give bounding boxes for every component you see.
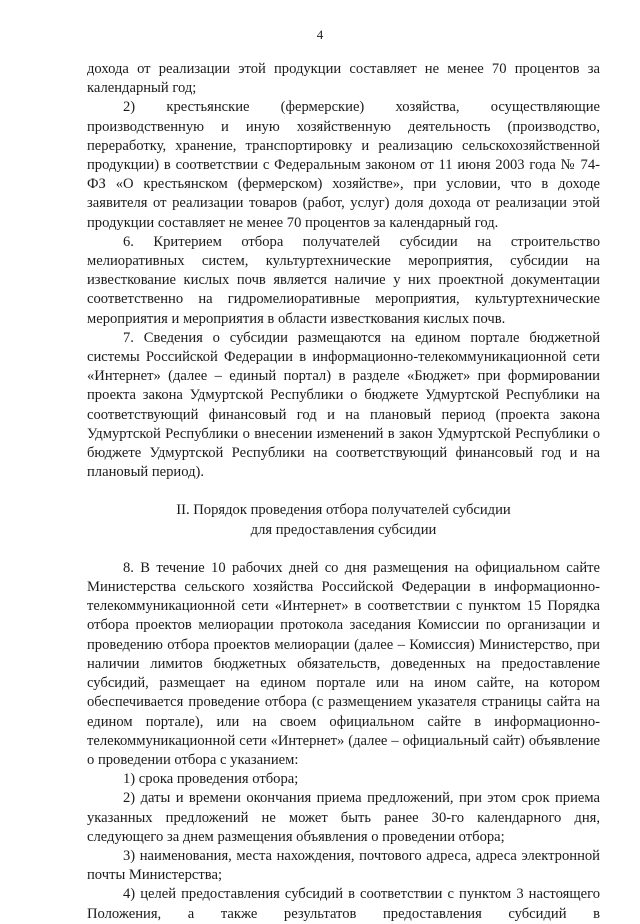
list-item: 3) наименования, места нахождения, почтового адреса, адреса электронной почты Министерства; — [87, 847, 600, 884]
section-heading-line: II. Порядок проведения отбора получателей субсидии — [176, 502, 511, 519]
paragraph: 6. Критерием отбора получателей субсидии на строительство мелиоративных систем, культуртехнические мероприятия, субсидии на известкование кислых почв является наличие у них проектной документации соответственно на гидромелиоративные мероприятия, культуртехнические мероприятия и мероприятия в области известкования кислых почв. — [87, 233, 600, 327]
list-item: 1) срока проведения отбора; — [123, 771, 299, 788]
paragraph: 7. Сведения о субсидии размещаются на едином портале бюджетной системы Российской Федерации в информационно-телекоммуникационной сети «Интернет» (далее – единый портал) в разделе «Бюджет» при формировании проекта закона Удмуртской Республики о бюджете Удмуртской Республики на соответствующий финансовый год и на плановый период (проекта закона Удмуртской Республики о внесении изменений в закон Удмуртской Республики о бюджете Удмуртской Республики на соответствующий финансовый год и на плановый период). — [87, 329, 600, 481]
section-heading — [87, 501, 600, 539]
document-body — [87, 60, 600, 924]
list-item: 4) целей предоставления субсидий в соответствии с пунктом 3 настоящего Положения, а также результатов предоставления субсидий в — [87, 886, 600, 922]
list-item: 2) даты и времени окончания приема предложений, при этом срок приема указанных предложений не может быть ранее 30-го календарного дня, следующего за днем размещения объявления о проведении отбора; — [87, 790, 600, 845]
section-heading-line: для предоставления субсидии — [250, 521, 437, 538]
paragraph: 8. В течение 10 рабочих дней со дня размещения на официальном сайте Министерства сельского хозяйства Российской Федерации в информационно-телекоммуникационной сети «Интернет» в соответствии с пунктом 15 Порядка отбора проектов мелиорации протокола заседания Комиссии по организации и проведению отбора проектов мелиорации (далее – Комиссия) Министерство, при наличии лимитов бюджетных обязательств, доведенных на предоставление субсидий, размещает на едином портале или на ином сайте, на котором обеспечивается проведение отбора (с размещением указателя страницы сайта на едином портале), или на своем официальном сайте в информационно-телекоммуникационной сети «Интернет» (далее – официальный сайт) объявление о проведении отбора с указанием: — [87, 559, 600, 768]
paragraph: 2) крестьянские (фермерские) хозяйства, осуществляющие производственную и иную хозяйственную деятельность (производство, переработку, хранение, транспортировку и реализацию сельскохозяйственной продукции) в соответствии с Федеральным законом от 11 июня 2003 года № 74-ФЗ «О крестьянском (фермерском) хозяйстве», при условии, что в доходе заявителя от реализации товаров (работ, услуг) доля дохода от реализации этой продукции составляет не менее 70 процентов за календарный год. — [87, 99, 600, 231]
paragraph: дохода от реализации этой продукции составляет не менее 70 процентов за календарный год; — [87, 61, 600, 97]
page-number: 4 — [316, 27, 324, 42]
